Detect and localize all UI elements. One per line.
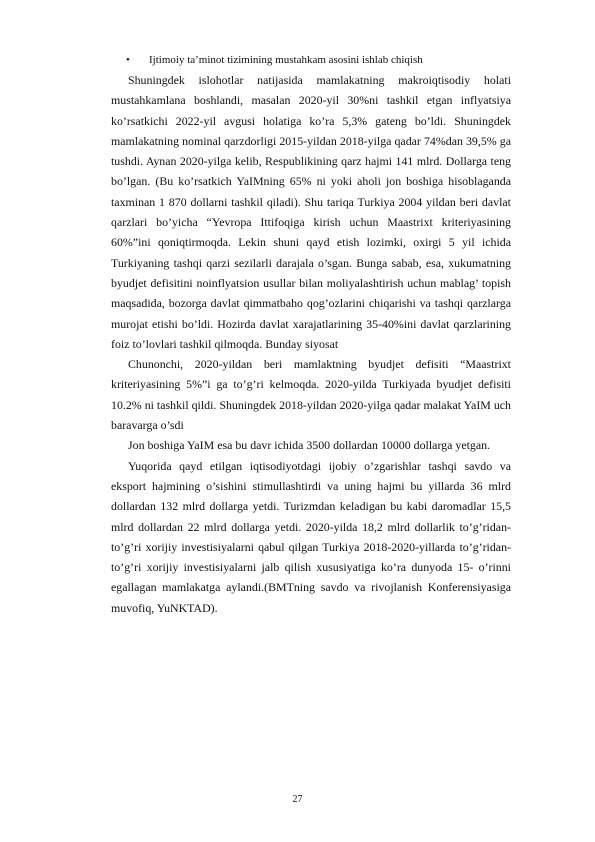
bullet-icon: • [126, 54, 130, 66]
page-content [111, 52, 511, 618]
bullet-item [126, 52, 511, 70]
paragraph-macroeconomic-status: Shuningdek islohotlar natijasida mamlakatning makroiqtisodiy holati mustahkamlana boshlandi, masalan 2020-yil 30%ni tashkil etgan inflyatsiya ko’rsatkichi 2022-yil avgusi holatiga ko’ra 5,3% gateng bo’ldi. Shuningdek mamlakatning nominal qarzdorligi 2015-yildan 2018-yilga qadar 74%dan 39,5% ga tushdi. Aynan 2020-yilga kelib, Respublikining qarz hajmi 141 mlrd. Dollarga teng bo’lgan. (Bu ko’rsatkich YaIMning 65% ni yoki aholi jon boshiga hisoblaganda taxminan 1 870 dollarni tashkil qiladi). Shu tariqa Turkiya 2004 yildan beri davlat qarzlari bo’yicha “Yevropa Ittifoqiga kirish uchun Maastrixt kriteriyasining 60%”ini qoniqtirmoqda. Lekin shuni qayd etish lozimki, oxirgi 5 yil ichida Turkiyaning tashqi qarzi sezilarli darajala o’sgan. Bunga sabab, esa, xukumatning byudjet defisitini noinflyatsion usullar bilan moliyalashtirish uchun mablag’ topish maqsadida, bozorga davlat qimmatbaho qog’ozlarini chiqarishi va tashqi qarzlarga murojat etishi bo’ldi. Hozirda davlat xarajatlarining 35-40%ini davlat qarzlarining foiz to’lovlari tashkil qilmoqda. Bunday siyosat [111, 73, 511, 351]
paragraph-budget-deficit: Chunonchi, 2020-yildan beri mamlaktning byudjet defisiti “Maastrixt kriteriyasining 5%”i ga to’g’ri kelmoqda. 2020-yilda Turkiyada byudjet defisiti 10.2% ni tashkil qildi. Shuningdek 2018-yildan 2020-yilga qadar malakat YaIM uch baravarga o’sdi [111, 357, 511, 433]
paragraph-gdp-per-capita: Jon boshiga YaIM esa bu davr ichida 3500 dollardan 10000 dollarga yetgan. [128, 438, 491, 453]
bullet-text: Ijtimoiy ta’minot tizimining mustahkam asosini ishlab chiqish [149, 54, 423, 66]
paragraph-trade-investment: Yuqorida qayd etilgan iqtisodiyotdagi ijobiy o’zgarishlar tashqi savdo va eksport hajmining o’sishini stimullashtirdi va uning hajmi bu yillarda 36 mlrd dollardan 132 mlrd dollarga yetdi. Turizmdan keladigan bu kabi daromadlar 15,5 mlrd dollardan 22 mlrd dollarga yetdi. 2020-yilda 18,2 mlrd dollarlik to’g’ridan-to’g’ri xorijiy investisiyalarni qabul qilgan Turkiya 2018-2020-yillarda to’g’ridan-to’g’ri xorijiy investisiyalarni jalb qilish xususiyatiga ko’ra dunyoda 15- o’rinni egallagan mamlakatga aylandi.(BMTning savdo va rivojlanish Konferensiyasiga muvofiq, YuNKTAD). [111, 458, 511, 615]
page-number: 27 [292, 794, 303, 805]
